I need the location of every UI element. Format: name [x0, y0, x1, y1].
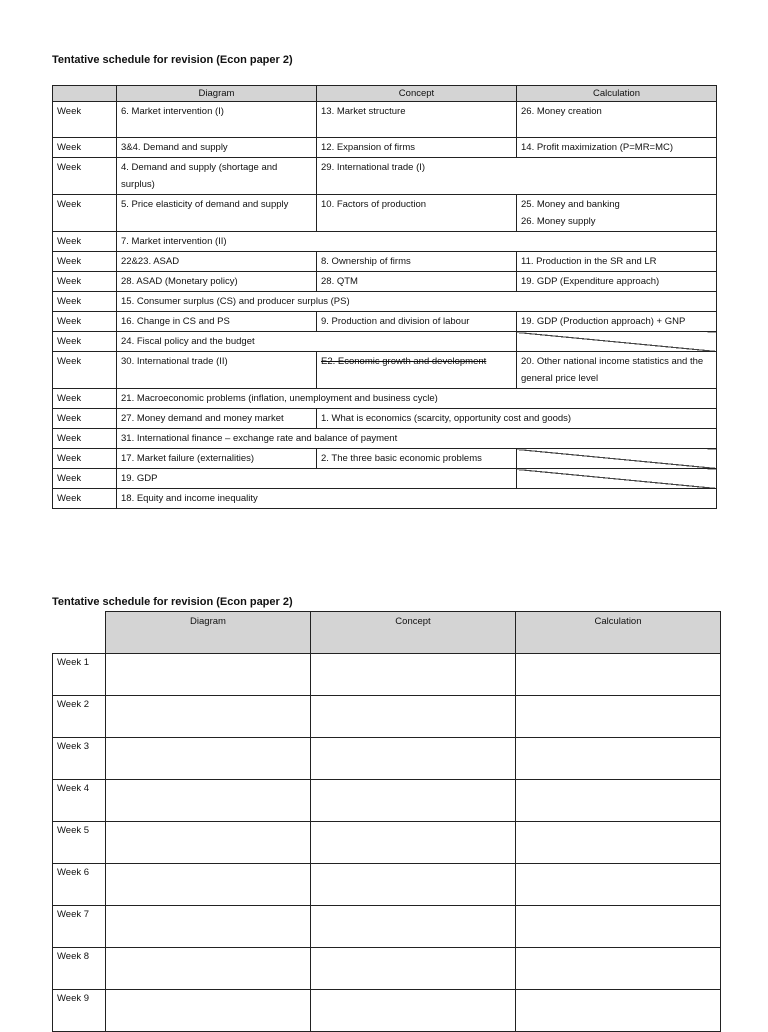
table-row	[53, 138, 717, 158]
concept-cell	[317, 352, 517, 389]
week-cell: Week	[53, 312, 117, 332]
header-diagram: Diagram	[106, 612, 311, 654]
week-cell: Week 1	[53, 654, 106, 696]
table-row	[53, 948, 721, 990]
table-row	[53, 158, 717, 195]
table-row	[53, 409, 717, 429]
diagram-cell: 19. GDP	[117, 469, 517, 489]
calculation-cell: 19. GDP (Production approach) + GNP	[517, 312, 717, 332]
struck-concept-text: E2. Economic growth and development	[321, 356, 487, 367]
week-cell: Week	[53, 195, 117, 232]
table-row	[53, 489, 717, 509]
table-header-row	[53, 612, 721, 654]
table-row	[53, 252, 717, 272]
table-row	[53, 389, 717, 409]
concept-cell: 2. The three basic economic problems	[317, 449, 517, 469]
week-cell: Week	[53, 409, 117, 429]
week-cell: Week	[53, 469, 117, 489]
calculation-cell[interactable]	[516, 822, 721, 864]
concept-cell: 12. Expansion of firms	[317, 138, 517, 158]
diagram-cell: 3&4. Demand and supply	[117, 138, 317, 158]
week-cell: Week	[53, 352, 117, 389]
diagram-cell: 28. ASAD (Monetary policy)	[117, 272, 317, 292]
week-cell: Week 8	[53, 948, 106, 990]
week-cell: Week	[53, 232, 117, 252]
diagram-cell[interactable]	[106, 948, 311, 990]
calculation-cell: 20. Other national income statistics and the general price level	[517, 352, 717, 389]
week-cell: Week 2	[53, 696, 106, 738]
week-cell: Week 6	[53, 864, 106, 906]
crossed-out-cell	[517, 469, 717, 489]
table-row	[53, 272, 717, 292]
diagram-cell[interactable]	[106, 990, 311, 1032]
calculation-cell: 26. Money creation	[517, 102, 717, 138]
concept-cell: 9. Production and division of labour	[317, 312, 517, 332]
table-row	[53, 822, 721, 864]
header-concept: Concept	[317, 86, 517, 102]
diagram-cell: 4. Demand and supply (shortage and surplus)	[117, 158, 317, 195]
calculation-cell: 19. GDP (Expenditure approach)	[517, 272, 717, 292]
calculation-cell[interactable]	[516, 696, 721, 738]
concept-cell[interactable]	[311, 822, 516, 864]
diagram-cell[interactable]	[106, 780, 311, 822]
table-row	[53, 990, 721, 1032]
diagram-cell: 27. Money demand and money market	[117, 409, 317, 429]
diagram-cell: 21. Macroeconomic problems (inflation, unemployment and business cycle)	[117, 389, 717, 409]
diagram-cell[interactable]	[106, 906, 311, 948]
schedule-2-title: Tentative schedule for revision (Econ paper 2)	[52, 596, 293, 608]
diagram-cell: 22&23. ASAD	[117, 252, 317, 272]
week-cell: Week 5	[53, 822, 106, 864]
schedule-1-title: Tentative schedule for revision (Econ paper 2)	[52, 54, 293, 66]
table-row	[53, 195, 717, 232]
header-concept: Concept	[311, 612, 516, 654]
diagram-cell: 31. International finance – exchange rate and balance of payment	[117, 429, 717, 449]
table-row	[53, 696, 721, 738]
concept-cell: 1. What is economics (scarcity, opportunity cost and goods)	[317, 409, 717, 429]
concept-cell: 28. QTM	[317, 272, 517, 292]
table-row	[53, 429, 717, 449]
table-row	[53, 332, 717, 352]
diagram-cell: 6. Market intervention (I)	[117, 102, 317, 138]
table-row	[53, 469, 717, 489]
table-row	[53, 654, 721, 696]
concept-cell[interactable]	[311, 738, 516, 780]
table-row	[53, 780, 721, 822]
week-cell: Week	[53, 449, 117, 469]
concept-cell: 13. Market structure	[317, 102, 517, 138]
table-row	[53, 738, 721, 780]
calculation-line: 26. Money supply	[521, 216, 596, 227]
concept-cell: 8. Ownership of firms	[317, 252, 517, 272]
header-calculation: Calculation	[517, 86, 717, 102]
crossed-out-cell	[517, 332, 717, 352]
table-header-row	[53, 86, 717, 102]
table-row	[53, 449, 717, 469]
concept-cell[interactable]	[311, 780, 516, 822]
week-cell: Week 7	[53, 906, 106, 948]
week-cell: Week	[53, 272, 117, 292]
concept-cell: 10. Factors of production	[317, 195, 517, 232]
week-cell: Week	[53, 489, 117, 509]
diagram-cell: 24. Fiscal policy and the budget	[117, 332, 517, 352]
concept-cell: 29. International trade (I)	[317, 158, 717, 195]
header-corner	[53, 612, 106, 654]
header-diagram: Diagram	[117, 86, 317, 102]
diagram-cell: 16. Change in CS and PS	[117, 312, 317, 332]
crossed-out-cell	[517, 449, 717, 469]
week-cell: Week	[53, 389, 117, 409]
calculation-cell: 14. Profit maximization (P=MR=MC)	[517, 138, 717, 158]
diagram-cell: 7. Market intervention (II)	[117, 232, 717, 252]
calculation-cell[interactable]	[516, 990, 721, 1032]
concept-cell[interactable]	[311, 654, 516, 696]
calculation-cell: 11. Production in the SR and LR	[517, 252, 717, 272]
week-cell: Week 9	[53, 990, 106, 1032]
calculation-line: 25. Money and banking	[521, 199, 620, 210]
calculation-cell[interactable]	[516, 864, 721, 906]
concept-cell[interactable]	[311, 696, 516, 738]
diagram-cell[interactable]	[106, 822, 311, 864]
diagram-cell: 5. Price elasticity of demand and supply	[117, 195, 317, 232]
table-row	[53, 292, 717, 312]
table-row	[53, 352, 717, 389]
table-row	[53, 864, 721, 906]
diagram-cell: 30. International trade (II)	[117, 352, 317, 389]
concept-cell[interactable]	[311, 948, 516, 990]
week-cell: Week	[53, 429, 117, 449]
week-cell: Week	[53, 138, 117, 158]
diagram-cell[interactable]	[106, 654, 311, 696]
table-row	[53, 312, 717, 332]
header-corner	[53, 86, 117, 102]
calculation-cell[interactable]	[516, 906, 721, 948]
calculation-cell[interactable]	[516, 738, 721, 780]
concept-cell[interactable]	[311, 990, 516, 1032]
calculation-cell	[517, 195, 717, 232]
diagram-cell[interactable]	[106, 864, 311, 906]
diagram-cell[interactable]	[106, 696, 311, 738]
diagram-cell[interactable]	[106, 738, 311, 780]
table-row	[53, 232, 717, 252]
calculation-cell[interactable]	[516, 654, 721, 696]
week-cell: Week	[53, 158, 117, 195]
week-cell: Week	[53, 102, 117, 138]
calculation-cell[interactable]	[516, 780, 721, 822]
schedule-2-table	[52, 611, 721, 1032]
week-cell: Week	[53, 252, 117, 272]
header-calculation: Calculation	[516, 612, 721, 654]
week-cell: Week 4	[53, 780, 106, 822]
diagram-cell: 18. Equity and income inequality	[117, 489, 717, 509]
concept-cell[interactable]	[311, 906, 516, 948]
table-row	[53, 102, 717, 138]
week-cell: Week	[53, 332, 117, 352]
diagram-cell: 15. Consumer surplus (CS) and producer surplus (PS)	[117, 292, 717, 312]
diagram-cell: 17. Market failure (externalities)	[117, 449, 317, 469]
calculation-cell[interactable]	[516, 948, 721, 990]
week-cell: Week 3	[53, 738, 106, 780]
table-row	[53, 906, 721, 948]
schedule-1-table	[52, 85, 717, 509]
concept-cell[interactable]	[311, 864, 516, 906]
week-cell: Week	[53, 292, 117, 312]
